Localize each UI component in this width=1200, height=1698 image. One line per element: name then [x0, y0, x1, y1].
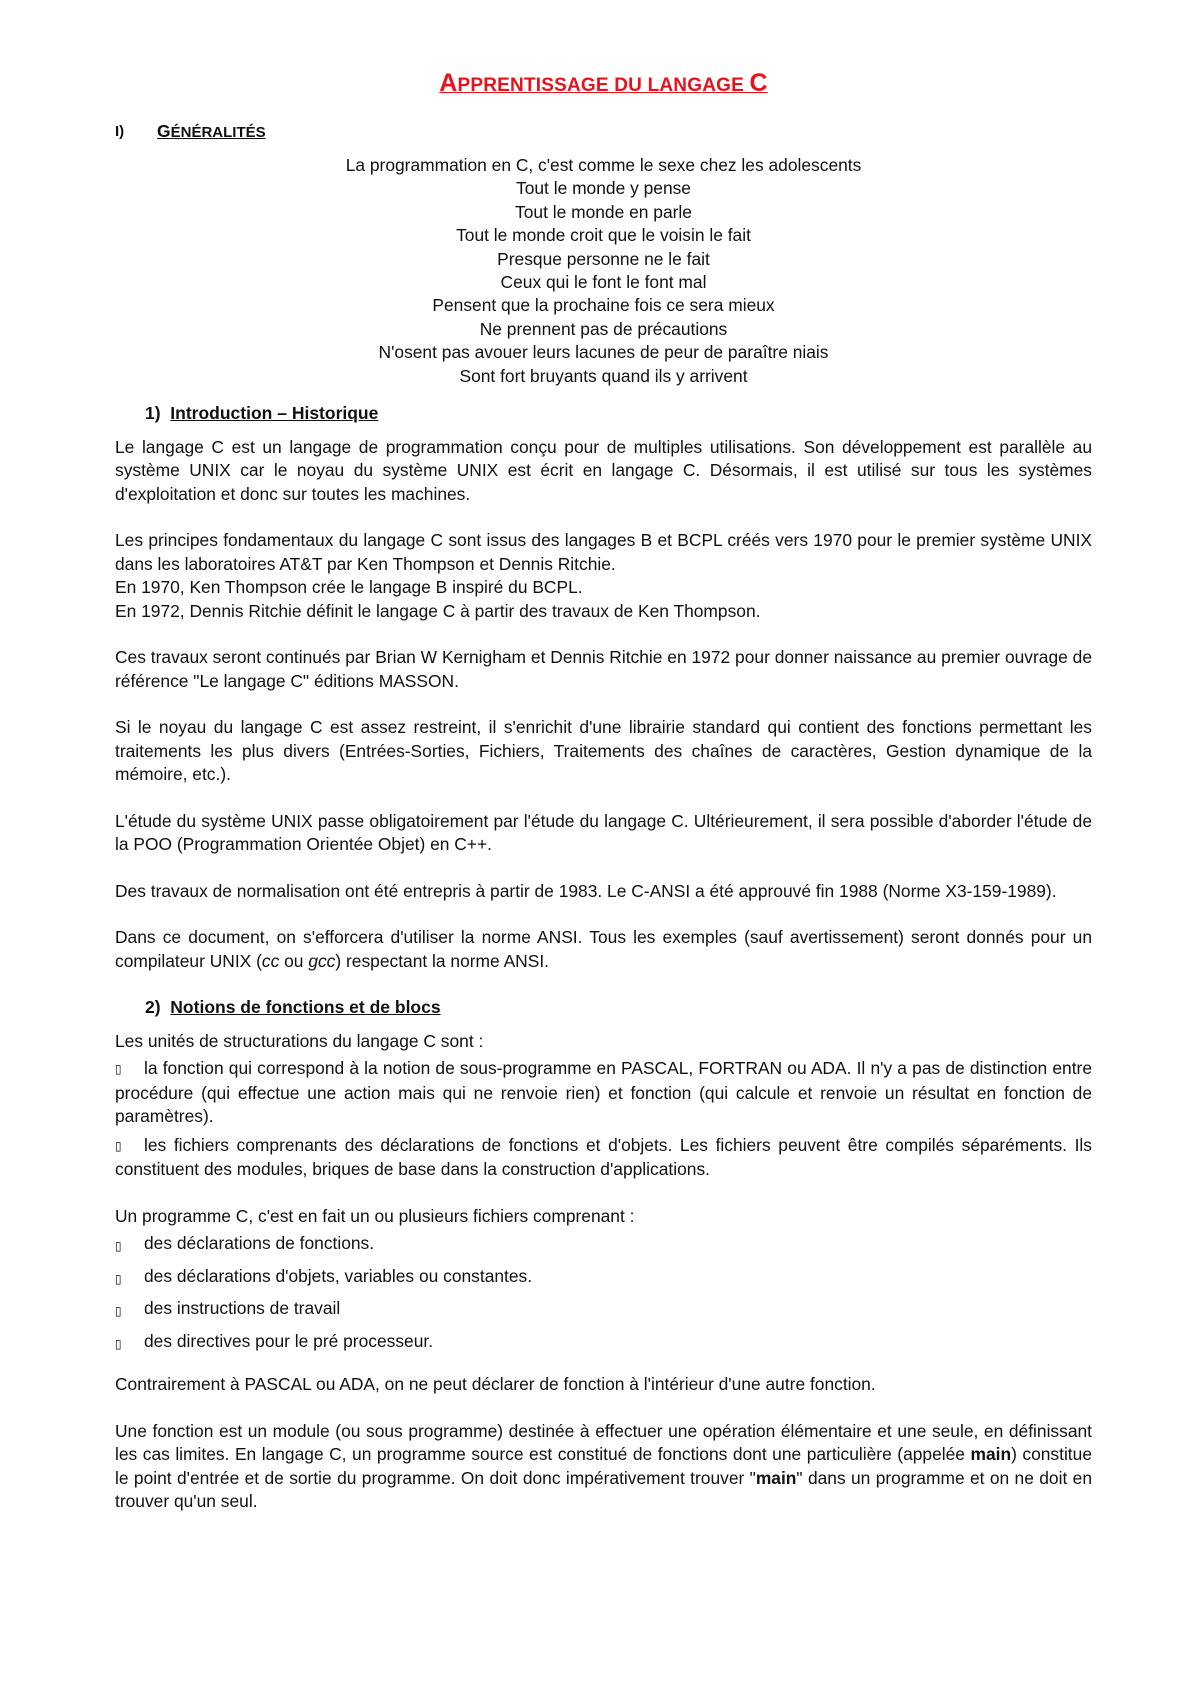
bullet-text: la fonction qui correspond à la notion de sous-programme en PASCAL, FORTRAN ou ADA. Il n'y a pas de distinction entre procédure (qui effectue une action mais qui ne renvoie rien) et fonction (qui calcule et renvoie un résultat en fonction de paramètres).: [115, 1058, 1092, 1127]
bullet-icon: ▯: [115, 1271, 122, 1286]
paragraph: Le langage C est un langage de programmation conçu pour de multiples utilisations. Son développement est parallèle au système UNIX car le noyau du système UNIX est écrit en langage C. Désormais, il est utilisé sur tous les systèmes d'exploitation et donc sur toutes les machines.: [115, 436, 1092, 504]
bullet-icon: ▯: [115, 1304, 122, 1319]
section-heading-generalites: [115, 120, 1092, 145]
list-item-text: des déclarations d'objets, variables ou constantes.: [144, 1265, 533, 1286]
paragraph: Contrairement à PASCAL ou ADA, on ne peut déclarer de fonction à l'intérieur d'une autre fonction.: [115, 1374, 876, 1395]
list-item: [115, 1297, 1092, 1324]
list-item: [115, 1265, 1092, 1292]
poem-line: Presque personne ne le fait: [497, 248, 710, 269]
section-title-first-letter: G: [157, 120, 171, 141]
paragraph: Les unités de structurations du langage C sont :: [115, 1030, 484, 1051]
bullet-item: [115, 1057, 1092, 1129]
bullet-icon: ▯: [115, 1239, 122, 1254]
subsection-title: Introduction – Historique: [170, 403, 379, 424]
subsection-title: Notions de fonctions et de blocs: [170, 997, 441, 1018]
title-text: PPRENTISSAGE DU LANGAGE: [457, 75, 750, 96]
bullet-icon: ▯: [115, 1336, 122, 1351]
poem-line: La programmation en C, c'est comme le sexe chez les adolescents: [345, 155, 862, 175]
poem-line: Tout le monde croit que le voisin le fait: [456, 225, 751, 246]
poem-line: Ceux qui le font le font mal: [500, 272, 707, 293]
title-last-letter: C: [749, 69, 768, 97]
poem-line: Ne prennent pas de précautions: [479, 318, 728, 339]
paragraph: [115, 926, 1092, 973]
poem-block: [115, 154, 1092, 388]
subsection-heading-notions: [145, 996, 1092, 1020]
text-run: ou: [279, 950, 309, 971]
subsection-number: 1): [145, 403, 161, 424]
list-item: [115, 1232, 1092, 1259]
poem-line: Tout le monde y pense: [516, 178, 691, 199]
document-title: [115, 69, 1092, 98]
poem-line: Tout le monde en parle: [515, 201, 692, 222]
keyword-main: main: [970, 1444, 1012, 1465]
poem-line: Pensent que la prochaine fois ce sera mieux: [432, 295, 775, 316]
bullet-icon: ▯: [115, 1062, 122, 1077]
section-number: I): [115, 122, 125, 140]
text-run: Dans ce document, on s'efforcera d'utiliser la norme ANSI. Tous les exemples (sauf avertissement) seront donnés pour un compilateur UNIX (: [115, 927, 1092, 971]
bullet-icon: ▯: [115, 1138, 122, 1153]
paragraph: Un programme C, c'est en fait un ou plusieurs fichiers comprenant :: [115, 1205, 635, 1226]
compiler-name-gcc: gcc: [308, 950, 336, 971]
paragraph: Ces travaux seront continués par Brian W Kernigham et Dennis Ritchie en 1972 pour donner naissance au premier ouvrage de référence "Le langage C" éditions MASSON.: [115, 647, 1092, 691]
list-item-text: des directives pour le pré processeur.: [144, 1330, 434, 1351]
list-item-text: des instructions de travail: [144, 1298, 341, 1319]
text-run: " dans un programme et on ne doit en trouver qu'un seul.: [115, 1467, 1092, 1512]
text-run: ) constitue le point d'entrée et de sortie du programme. On doit donc impérativement trouver ": [115, 1444, 1092, 1488]
text-run: ) respectant la norme ANSI.: [335, 950, 549, 971]
subsection-heading-introduction: [145, 402, 1092, 426]
paragraph: L'étude du système UNIX passe obligatoirement par l'étude du langage C. Ultérieurement, il sera possible d'aborder l'étude de la POO (Programmation Orientée Objet) en C++.: [115, 810, 1092, 855]
list-item: [115, 1330, 1092, 1357]
section-title-rest: ÉNÉRALITÉS: [170, 123, 266, 141]
bullet-item: [115, 1134, 1092, 1182]
bullet-list: [115, 1232, 1092, 1356]
bullet-text: les fichiers comprenants des déclarations de fonctions et d'objets. Les fichiers peuvent être compilés séparéments. Ils constituent des modules, briques de base dans la construction d'applications.: [115, 1134, 1092, 1180]
paragraph: Si le noyau du langage C est assez restreint, il s'enrichit d'une librairie standard qui contient des fonctions permettant les traitements les plus divers (Entrées-Sorties, Fichiers, Traitements des chaînes de caractères, Gestion dynamique de la mémoire, etc.).: [115, 717, 1092, 785]
subsection-number: 2): [145, 997, 161, 1018]
paragraph: En 1972, Dennis Ritchie définit le langage C à partir des travaux de Ken Thompson.: [115, 600, 761, 621]
keyword-main: main: [755, 1467, 797, 1488]
compiler-name-cc: cc: [261, 950, 280, 971]
list-item-text: des déclarations de fonctions.: [144, 1233, 375, 1254]
paragraph: En 1970, Ken Thompson crée le langage B inspiré du BCPL.: [115, 577, 583, 598]
text-run: Une fonction est un module (ou sous programme) destinée à effectuer une opération élémentaire et une seule, en définissant les cas limites. En langage C, un programme source est constitué de fonctions dont une particulière (appelée: [115, 1420, 1092, 1465]
title-first-letter: A: [439, 69, 458, 97]
paragraph: Les principes fondamentaux du langage C sont issus des langages B et BCPL créés vers 1970 pour le premier système UNIX dans les laboratoires AT&T par Ken Thompson et Dennis Ritchie.: [115, 530, 1092, 574]
poem-line: Sont fort bruyants quand ils y arrivent: [459, 365, 748, 386]
poem-line: N'osent pas avouer leurs lacunes de peur de paraître niais: [378, 342, 829, 363]
paragraph: Des travaux de normalisation ont été entrepris à partir de 1983. Le C-ANSI a été approuvé fin 1988 (Norme X3-159-1989).: [115, 880, 1057, 901]
section-title: [157, 120, 266, 145]
paragraph: [115, 1420, 1092, 1514]
